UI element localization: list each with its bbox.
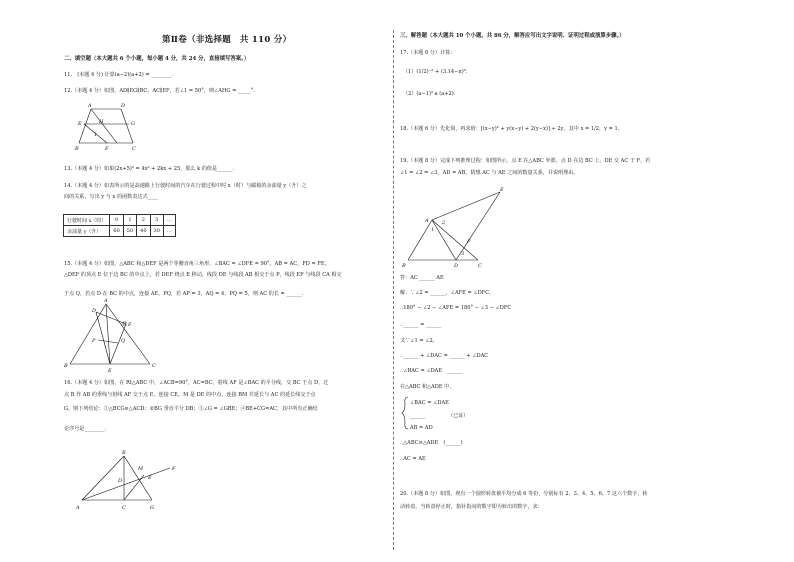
- fig19-label-b: B: [402, 263, 406, 269]
- fuel-table: [63, 214, 176, 237]
- fig12-label-g: G: [131, 121, 135, 127]
- question-17-part1: （1）(1/2)⁻² + (3.14−π)⁰.: [403, 69, 468, 75]
- table-cell: 行驶时间 x（时）: [64, 215, 110, 226]
- page-title: 第Ⅱ卷（非选择题 共 110 分）: [162, 35, 292, 45]
- question-16-line1: 16.（本题 4 分）如图，在 Rt△ABC 中，∠ACB=90°，AC=BC，射线 AF 是∠BAC 的平分线，交 BC 于点 D，过: [64, 380, 329, 386]
- fig16-label-a: A: [76, 505, 80, 511]
- table-cell: 3: [150, 215, 163, 226]
- fig19-label-3: 3: [461, 251, 465, 257]
- table-cell: 余油量 y（升）: [64, 226, 110, 237]
- section-answer: 三、解答题（本大题共 10 个小题，共 86 分，解答应写出文字说明、证明过程或演算步骤。）: [400, 33, 625, 39]
- fig19-label-1: 1: [431, 227, 435, 233]
- question-15-line3: 于点 Q，若点 D 在 BC 的中点，连接 AE、PQ，若 AP = 3，AQ = 4，PQ = 5，则 AC 的长 = ______.: [64, 291, 304, 297]
- fig15-label-f: F: [128, 322, 132, 328]
- fig12-label-a: A: [88, 103, 92, 109]
- fig12-label-d: D: [121, 103, 126, 109]
- fig16-label-b: B: [122, 450, 126, 456]
- fig12-label-c: C: [132, 146, 136, 152]
- fig12-label-e: E: [78, 121, 82, 127]
- question-17: 17.（本题 6 分）计算：: [400, 50, 456, 56]
- section-fill-blank: 二、填空题（本大题共 6 个小题，每小题 4 分，共 24 分，直接填写答案。）: [64, 56, 250, 62]
- question-17-part2: （2）(a−1)² a (a+2).: [403, 91, 456, 97]
- fig16-label-m: M: [138, 466, 144, 472]
- table-cell: 30: [150, 226, 163, 237]
- question-16-line4: 论序号是________.: [64, 426, 107, 432]
- table-cell: 50: [123, 226, 136, 237]
- fig15-label-b: B: [64, 363, 68, 369]
- fig15-label-q: Q: [121, 338, 126, 344]
- fig16-label-d: D: [118, 478, 123, 484]
- question-16-line3: G，则下列结论：①△BCG≌△ACD；②BG 垂直平分 DB；③∠G = ∠GBE；④BE+CG=AC，其中所有正确结: [64, 406, 318, 412]
- fig15-label-d: D: [92, 308, 97, 314]
- fig16-label-f: F: [172, 466, 176, 472]
- fig12-label-b: B: [75, 146, 79, 152]
- proof-line-9: ∴AC = AE: [400, 456, 426, 462]
- proof-line-1: 解：∵∠2 = ______，∠AFE = ∠DFC，: [400, 290, 495, 296]
- proof-line-5: ∴______ + ∠DAC = ______ + ∠DAC: [400, 353, 489, 359]
- fig19-label-d: D: [454, 263, 459, 269]
- question-14-line1: 14.（本题 4 分）如表所示的是高速路上行驶时间的汽车在行驶过程中时 x（时）与邮箱的余油量 y（升）之: [64, 183, 307, 189]
- proof-line-2: ∴180° − ∠2 − ∠AFE = 180° − ∠3 − ∠DFC: [400, 305, 512, 311]
- column-divider: [393, 30, 394, 550]
- fig16-label-g: G: [150, 505, 154, 511]
- question-12: 12.（本题 4 分）如图，AD∥EG∥BC，AC∥EF，若∠1 = 50°，则∠AHG = _____°.: [64, 88, 255, 94]
- proof-line-4: 又∵∠1 = ∠2，: [400, 338, 438, 344]
- figure-q15: [64, 298, 178, 375]
- brace-line-1: ∠BAC = ∠DAE: [410, 400, 449, 406]
- question-14-line2: 间的关系，写出 y 与 x 的函数表达式____: [64, 194, 158, 200]
- figure-q12: [75, 104, 145, 154]
- question-20-line1: 20.（本题 8 分）如图，现有一个圆形转盘被平均分成 6 等份，分别标有 2、3、4、5、6、7 这六个数字，转: [400, 491, 648, 497]
- figure-q16: [78, 448, 208, 518]
- table-row: [64, 215, 176, 226]
- question-18: 18.（本题 6 分）先化简，再求值：[(x−y)² + y(x−y) + 2(y−x)] ÷ 2y，其中 x = 1/2，y = 1.: [400, 126, 620, 132]
- brace-symbol: [402, 396, 410, 430]
- question-19-line2: ∠1 = ∠2 = ∠3，AD = AB，猜想 AC 与 AE 之间的数量关系，并说明理由。: [400, 170, 579, 176]
- question-13: 13.（本题 4 分）如果(2x+5)² = 4x² + 2kx + 25，那么 k 的值是______.: [64, 166, 235, 172]
- fig19-label-f: F: [467, 239, 471, 245]
- question-16-line2: 点 B 作 AB 的垂线与射线 AF 交于点 E，连接 CE，M 是 DE 的中点，连接 BM 并延长与 AC 的延长线交于点: [64, 392, 316, 398]
- fig12-label-1: 1: [94, 132, 98, 138]
- fig16-label-c: C: [122, 505, 126, 511]
- table-cell: …: [163, 215, 175, 226]
- proof-line-8: ∴△ABC≌△ADE (______): [400, 440, 463, 446]
- table-cell: 60: [110, 226, 123, 237]
- answer-line: 答：AC ______ AE: [400, 275, 444, 281]
- question-11: 11. (本题 4 分) 计算(a−2)(a+2) = ________.: [64, 72, 174, 78]
- fig15-label-p: P: [92, 338, 96, 344]
- fig19-label-c: C: [478, 263, 482, 269]
- proof-line-6: ∴∠BAC = ∠DAE ______: [400, 368, 463, 374]
- fig15-label-e: E: [108, 368, 112, 374]
- fig19-label-e: E: [500, 187, 504, 193]
- table-cell: 2: [137, 215, 150, 226]
- brace-line-3: AB = AD: [410, 425, 433, 431]
- fig19-label-2: 2: [442, 220, 446, 226]
- figure-q19: [404, 188, 514, 273]
- table-cell: 40: [137, 226, 150, 237]
- table-cell: 0: [110, 215, 123, 226]
- fig12-label-f: F: [105, 146, 109, 152]
- table-row: [64, 226, 176, 237]
- table-cell: …: [163, 226, 175, 237]
- fig15-label-c: C: [152, 363, 156, 369]
- fig15-label-a: A: [104, 298, 108, 304]
- fig19-label-a: A: [425, 218, 429, 224]
- fig16-label-e: E: [148, 475, 152, 481]
- brace-note: （已证）: [448, 413, 469, 419]
- proof-line-7: 在△ABC 和△ADE 中，: [400, 384, 455, 390]
- fig12-label-h: H: [99, 119, 104, 125]
- brace-line-2: ______: [410, 413, 426, 419]
- proof-line-3: ∴______ = ______: [400, 322, 442, 328]
- table-cell: 1: [123, 215, 136, 226]
- question-15-line1: 15.（本题 4 分）如图，△ABC 和△DEF 是两个等腰直角三角形，∠BAC = ∠DFE = 90°，AB = AC，FD = FE，: [64, 261, 330, 267]
- question-15-line2: △DEF 的顶点 E 位于边 BC 的中点上，若 DEF 绕点 E 移动，线段 DE 与线段 AB 相交于点 P，线段 EF 与线段 CA 相交: [64, 272, 342, 278]
- question-20-line2: 动转盘，当转盘停止时，指针指向的数字即为转出的数字，求：: [400, 504, 543, 510]
- question-19-line1: 19.（本题 8 分）完成下列推理过程：如图所示，点 E 在△ABC 外部，点 D 在边 BC 上，DE 交 AC 于 F，若: [400, 158, 651, 164]
